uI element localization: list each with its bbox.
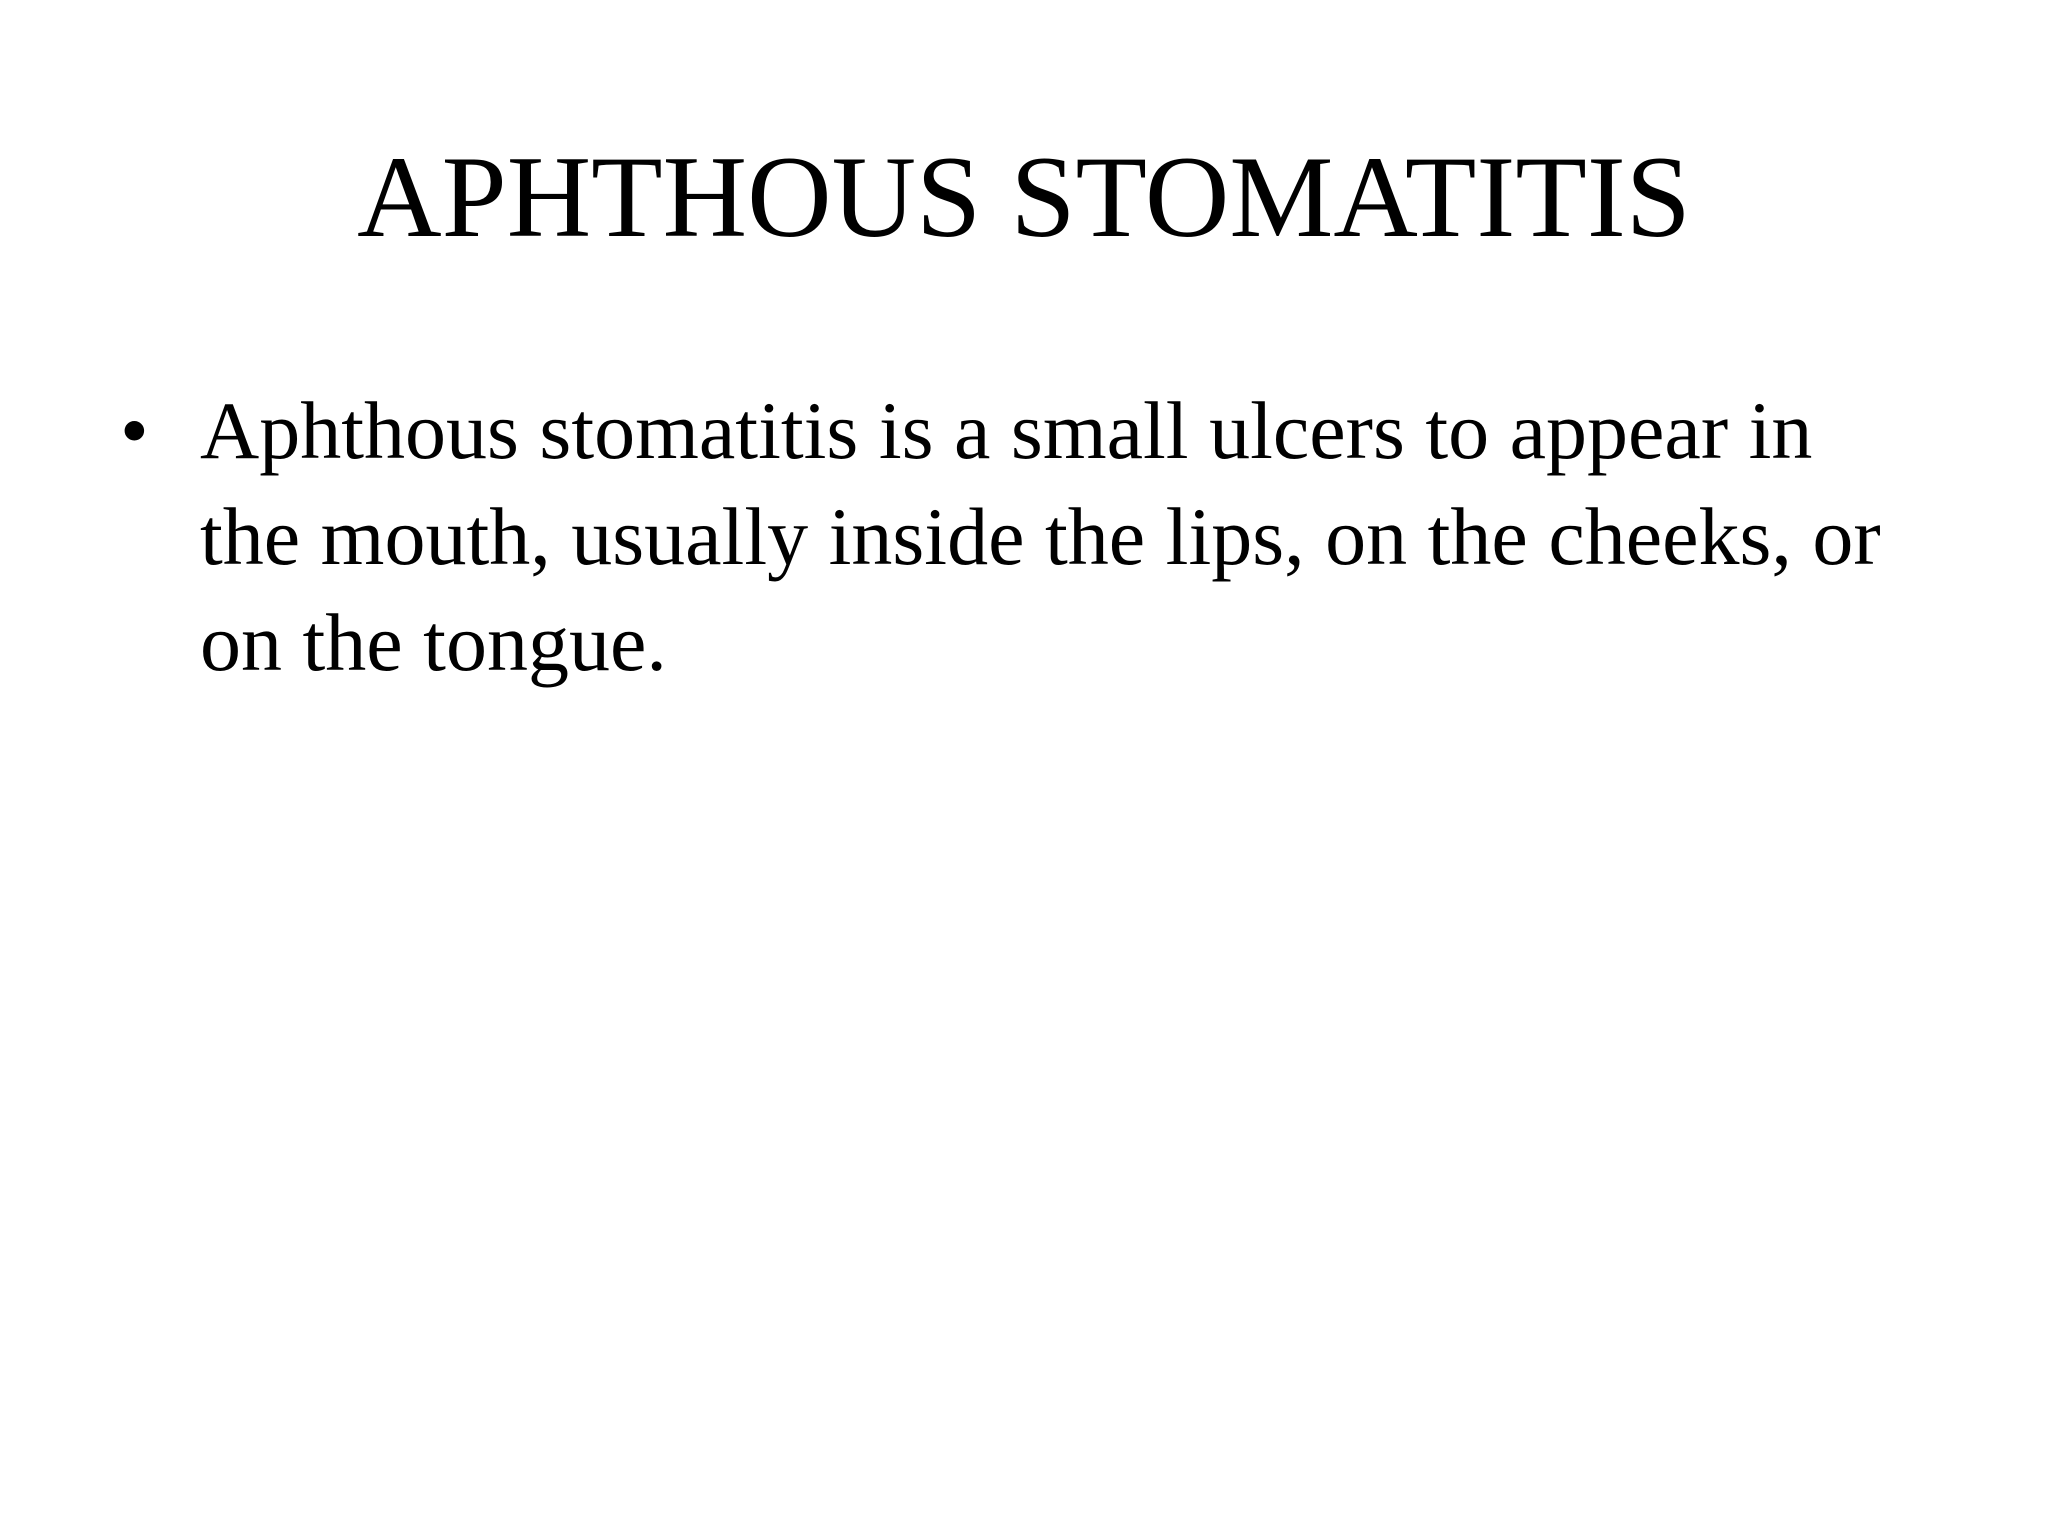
bullet-text: Aphthous stomatitis is a small ulcers to appear in the mouth, usually inside the lips, on the cheeks, or on the tongue. — [200, 385, 1881, 688]
bullet-item — [120, 378, 1920, 696]
bullet-icon: • — [120, 385, 149, 476]
slide-title: APHTHOUS STOMATITIS — [357, 133, 1691, 262]
bullet-list — [120, 378, 1920, 696]
